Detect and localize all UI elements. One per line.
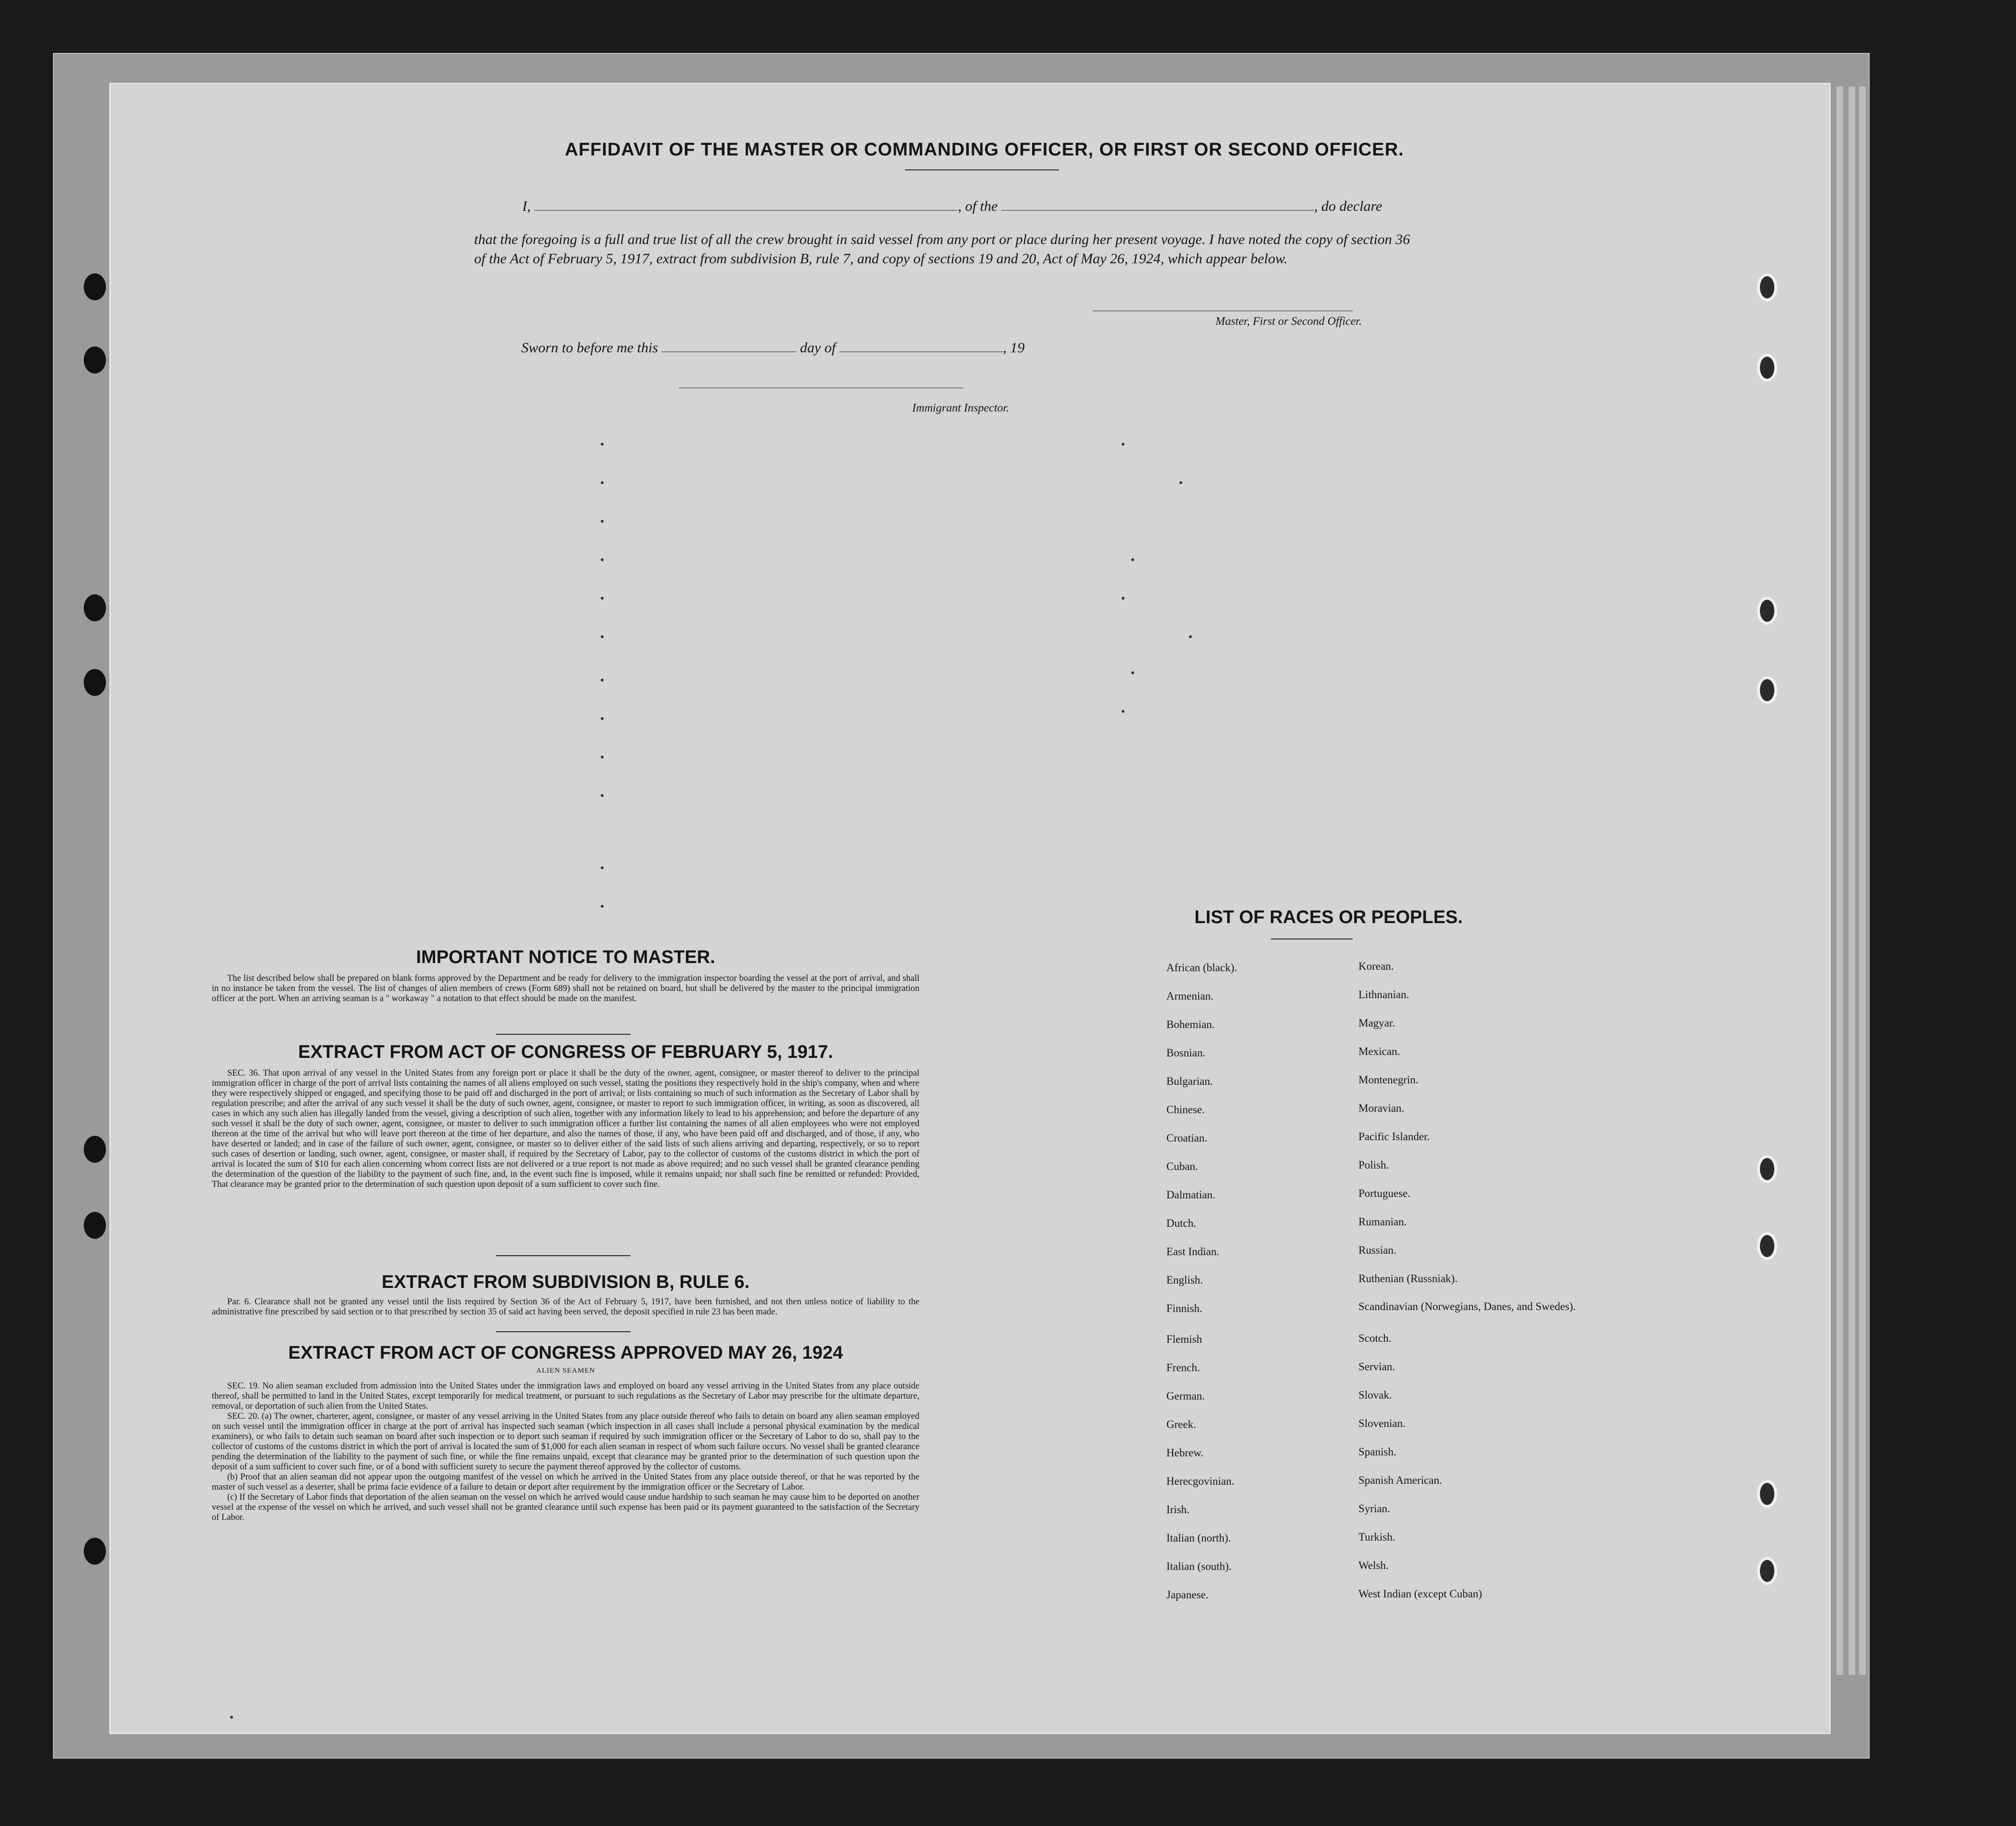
punch-hole <box>1757 1557 1777 1585</box>
master-caption: Master, First or Second Officer. <box>1215 315 1362 328</box>
dot-mark <box>1131 671 1134 674</box>
race-item: Dalmatian. <box>1166 1189 1215 1201</box>
punch-hole <box>84 669 106 696</box>
dot-mark <box>601 679 604 682</box>
dot-mark <box>601 558 604 561</box>
affidavit-title: AFFIDAVIT OF THE MASTER OR COMMANDING OFFICER, OR FIRST OR SECOND OFFICER. <box>565 140 1404 160</box>
race-item: Scotch. <box>1358 1332 1392 1344</box>
dot-mark <box>1122 443 1124 446</box>
affidavit-line1-end: , do declare <box>1314 198 1383 214</box>
extract-1917-title: EXTRACT FROM ACT OF CONGRESS OF FEBRUARY 5, 1917. <box>298 1042 833 1062</box>
race-item: Moravian. <box>1358 1102 1405 1114</box>
race-item: Bosnian. <box>1166 1047 1206 1059</box>
race-item: Korean. <box>1358 960 1394 972</box>
races-title: LIST OF RACES OR PEOPLES. <box>1194 907 1463 927</box>
race-item: Croatian. <box>1166 1132 1207 1144</box>
punch-hole <box>84 1538 106 1565</box>
dot-mark <box>1122 597 1124 600</box>
punch-hole <box>84 347 106 373</box>
race-item: Italian (north). <box>1166 1532 1231 1544</box>
sworn-month-blank-field[interactable] <box>840 351 1003 352</box>
race-item: Ruthenian (Russniak). <box>1358 1273 1458 1285</box>
race-item: Rumanian. <box>1358 1216 1407 1228</box>
sworn-line <box>521 340 1025 356</box>
affidavit-line1-mid: , of the <box>958 198 998 214</box>
dot-mark <box>230 1716 233 1719</box>
race-item: Hebrew. <box>1166 1447 1204 1459</box>
race-item: Turkish. <box>1358 1531 1396 1543</box>
dot-mark <box>1189 635 1192 638</box>
punch-hole <box>1757 597 1777 625</box>
race-item: Spanish. <box>1358 1446 1396 1458</box>
race-item: Bulgarian. <box>1166 1075 1213 1087</box>
notice-text <box>212 974 919 1004</box>
dot-mark <box>601 717 604 720</box>
dot-mark <box>1131 558 1134 561</box>
punch-hole <box>1757 354 1777 382</box>
dot-mark <box>601 520 604 523</box>
race-item: Lithnanian. <box>1358 989 1409 1001</box>
divider <box>496 1255 631 1256</box>
dot-mark <box>601 481 604 484</box>
race-item: Pacific Islander. <box>1358 1131 1430 1143</box>
divider <box>496 1034 631 1035</box>
race-item: Syrian. <box>1358 1503 1390 1515</box>
race-item: Armenian. <box>1166 990 1214 1002</box>
sworn-start: Sworn to before me this <box>521 340 658 356</box>
dot-mark <box>601 635 604 638</box>
extract-1917-paragraph: SEC. 36. That upon arrival of any vessel in the United States from any foreign port or place it shall be the duty of the owner, agent, consignee, or master thereof to deliver to the principal immigration officer in charge of the port of arrival lists containing the names of all aliens employed on such vessel, stating the positions they respectively hold in the ship's company, when and where they were respectively shipped or engaged, and specifying those to be paid off and discharged in the port of arrival; or lists containing so much of such information as the Secretary of Labor shall by regulation prescribe; and after the arrival of any such vessel it shall be the duty of such owner, agent, consignee, or master to report to such immigration officer, in writing, as soon as discovered, all cases in which any such alien has illegally landed from the vessel, giving a description of such alien, together with any information likely to lead to his apprehension; and before the departure of any such vessel it shall be the duty of such owner, agent, consignee, or master to deliver to such immigration officer a further list containing the names of all alien employees who were not employed thereon at the time of the arrival but who will leave port thereon at the time of her departure, and also the names of those, if any, who have been paid off and discharged, and of those, if any, who have deserted or landed; and in case of the failure of such owner, agent, consignee, or master so to deliver either of the said lists of such aliens arriving and departing, respectively, or so to report such cases of desertion or landing, such owner, agent, consignee, or master shall, if required by the Secretary of Labor, pay to the collector of customs of the customs district in which the port of arrival is located the sum of $10 for each alien concerning whom correct lists are not delivered or a true report is not made as above required; and no such vessel shall be granted clearance pending the determination of the question of the liability to the payment of such fine, and, in the event such fine is imposed, while it remains unpaid; nor shall such fine be remitted or refunded: Provided, That clearance may be granted prior to the determination of such question upon deposit of a sum sufficient to cover such fine. <box>212 1068 919 1189</box>
punch-hole <box>1757 676 1777 704</box>
dot-mark <box>601 905 604 908</box>
notice-title: IMPORTANT NOTICE TO MASTER. <box>416 947 715 967</box>
race-item: Portuguese. <box>1358 1187 1410 1199</box>
divider <box>905 169 1059 170</box>
affidavit-line1-start: I, <box>522 198 531 214</box>
punch-hole <box>84 594 106 621</box>
race-item: Cuban. <box>1166 1160 1198 1172</box>
extract-rule6-title: EXTRACT FROM SUBDIVISION B, RULE 6. <box>381 1272 750 1292</box>
sec-20a-paragraph: SEC. 20. (a) The owner, charterer, agent, consignee, or master of any vessel arriving in the United States from any place outside thereof who fails to detain on board any alien seaman employed on such vessel until the immigration officer in charge at the port of arrival has inspected such seaman (which inspection in all cases shall include a personal physical examination by the medical examiners), or who fails to detain such seaman on board after such inspection or to deport such seaman if required by such immigration officer or the Secretary of Labor to do so, shall pay to the collector of customs of the customs district in which the port of arrival is located the sum of $1,000 for each alien seaman in respect of whom such failure occurs. No vessel shall be granted clearance pending the determination of the liability to the payment of such fine, or while the fine remains unpaid, except that clearance may be granted prior to the determination of such question upon the deposit of a sum sufficient to cover such fine, or of a bond with sufficient surety to secure the payment thereof approved by the collector of customs. <box>212 1412 919 1472</box>
dot-mark <box>601 866 604 869</box>
race-item: Welsh. <box>1358 1559 1389 1571</box>
extract-1924-title: EXTRACT FROM ACT OF CONGRESS APPROVED MAY 26, 1924 <box>288 1343 843 1363</box>
punch-hole <box>1757 1155 1777 1183</box>
inspector-caption: Immigrant Inspector. <box>912 402 1009 414</box>
race-item: Irish. <box>1166 1504 1189 1516</box>
sec-20c-paragraph: (c) If the Secretary of Labor finds that deportation of the alien seaman on the vessel on which he arrived would cause undue hardship to such seaman he may cause him to be deported on another vessel at the expense of the vessel on which he arrived, and such vessel shall not be granted clearance until such expense has been paid or its payment guaranteed to the satisfaction of the Secretary of Labor. <box>212 1492 919 1522</box>
race-item: Montenegrin. <box>1358 1074 1419 1086</box>
name-blank-field[interactable] <box>534 210 958 211</box>
extract-1924-text <box>212 1381 919 1523</box>
race-item: Russian. <box>1358 1244 1396 1256</box>
sec-19-paragraph: SEC. 19. No alien seaman excluded from admission into the United States under the immigration laws and employed on board any vessel arriving in the United States from any place outside thereof, shall be permitted to land in the United States, except temporarily for medical treatment, or pursuant to such regulations as the Secretary of Labor may prescribe for the ultimate departure, removal, or deportation of such alien from the United States. <box>212 1381 919 1411</box>
race-item: Spanish American. <box>1358 1474 1442 1486</box>
punch-hole <box>1757 1480 1777 1508</box>
dot-mark <box>601 597 604 600</box>
race-item: Mexican. <box>1358 1045 1400 1057</box>
race-item: Slovak. <box>1358 1389 1392 1401</box>
punch-hole <box>1757 273 1777 301</box>
stacked-page-edge <box>1859 87 1866 1675</box>
race-item: Bohemian. <box>1166 1018 1215 1030</box>
affidavit-body: that the foregoing is a full and true list of all the crew brought in said vessel from any port or place during her present voyage. I have noted the copy of section 36 of the Act of February 5, 1917, extract from subdivision B, rule 7, and copy of sections 19 and 20, Act of May 26, 1924, which appear below. <box>474 231 1410 267</box>
divider <box>496 1331 631 1332</box>
race-item: Servian. <box>1358 1361 1396 1373</box>
race-item: German. <box>1166 1390 1205 1402</box>
stacked-page-edge <box>1836 87 1843 1675</box>
race-item: Slovenian. <box>1358 1417 1406 1429</box>
dot-mark <box>1179 481 1182 484</box>
punch-hole <box>84 273 106 300</box>
vessel-blank-field[interactable] <box>1001 210 1314 211</box>
race-item: East Indian. <box>1166 1246 1219 1258</box>
extract-rule6-text <box>212 1297 919 1317</box>
race-item: African (black). <box>1166 962 1237 974</box>
race-item: Finnish. <box>1166 1302 1202 1314</box>
race-item: English. <box>1166 1274 1203 1286</box>
inspector-signature-line[interactable] <box>679 387 963 388</box>
race-item: West Indian (except Cuban) <box>1358 1588 1482 1600</box>
punch-hole <box>84 1136 106 1163</box>
race-item: Scandinavian (Norwegians, Danes, and Swedes). <box>1358 1300 1576 1312</box>
notice-paragraph: The list described below shall be prepared on blank forms approved by the Department and be ready for delivery to the immigration inspector boarding the vessel at the port of arrival, and shall in no instance be taken from the vessel. The list of changes of alien members of crews (Form 689) shall not be retained on board, but shall be delivered by the master to the principal immigration officer at the port. When an arriving seaman is a " workaway " a notation to that effect should be made on the manifest. <box>212 974 919 1003</box>
sworn-day-label: day of <box>800 340 836 356</box>
sworn-year: , 19 <box>1003 340 1025 356</box>
race-item: French. <box>1166 1362 1200 1374</box>
stacked-page-edge <box>1848 87 1855 1675</box>
race-item: Polish. <box>1358 1159 1389 1171</box>
extract-rule6-paragraph: Par. 6. Clearance shall not be granted any vessel until the lists required by Section 36 of the Act of February 5, 1917, have been furnished, and not then unless notice of liability to the administrative fine prescribed by said section or to that prescribed by section 35 of said act having been served, the deposit specified in rule 23 has been made. <box>212 1297 919 1317</box>
race-item: Herecgovinian. <box>1166 1475 1235 1487</box>
extract-1917-text <box>212 1068 919 1190</box>
extract-1924-subtitle: ALIEN SEAMEN <box>536 1367 595 1375</box>
dot-mark <box>601 794 604 797</box>
race-item: Dutch. <box>1166 1217 1196 1229</box>
race-item: Magyar. <box>1358 1017 1396 1029</box>
race-item: Japanese. <box>1166 1589 1209 1601</box>
race-item: Greek. <box>1166 1418 1196 1430</box>
race-item: Flemish <box>1166 1333 1202 1345</box>
master-signature-line[interactable] <box>1093 310 1353 311</box>
sworn-day-blank-field[interactable] <box>661 351 796 352</box>
dot-mark <box>601 443 604 446</box>
dot-mark <box>1122 710 1124 713</box>
race-item: Italian (south). <box>1166 1560 1232 1572</box>
sec-20b-paragraph: (b) Proof that an alien seaman did not appear upon the outgoing manifest of the vessel on which he arrived in the United States from any place outside thereof, or that he was reported by the master of such vessel as a deserter, shall be prima facie evidence of a failure to detain or deport after requirement by the immigration officer or the Secretary of Labor. <box>212 1472 919 1492</box>
dot-mark <box>601 756 604 759</box>
race-item: Chinese. <box>1166 1104 1205 1116</box>
punch-hole <box>84 1212 106 1239</box>
affidavit-declaration-line <box>522 198 1382 215</box>
punch-hole <box>1757 1232 1777 1260</box>
